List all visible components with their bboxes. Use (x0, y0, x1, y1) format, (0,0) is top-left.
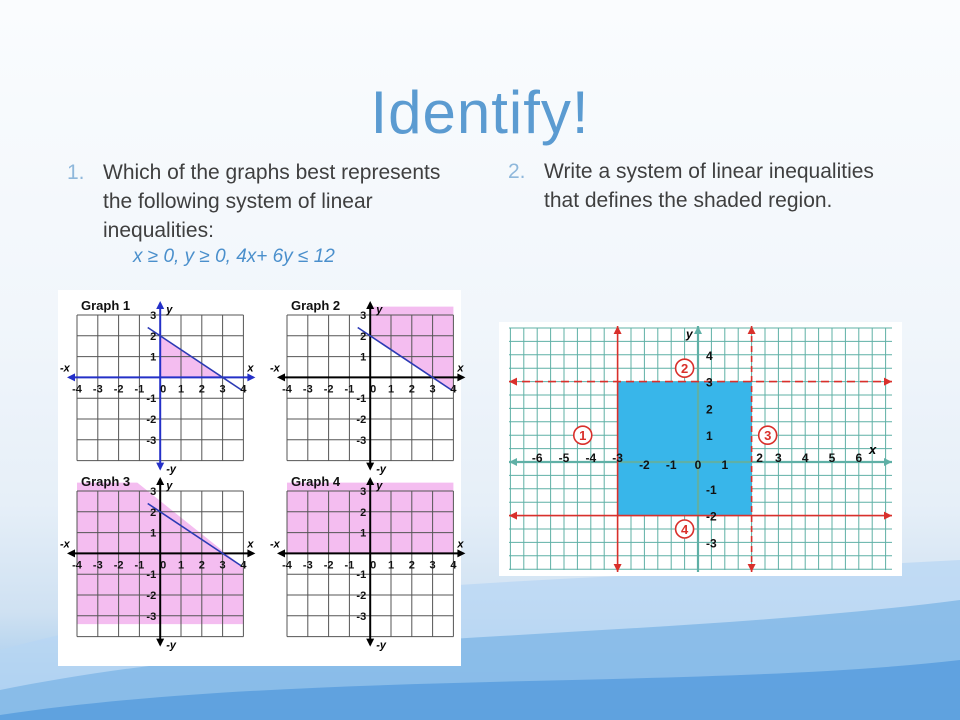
x-tick-label: 1 (387, 559, 395, 572)
x-tick-label: -4 (282, 383, 292, 396)
x-tick-label: 4 (450, 383, 457, 396)
four-graphs-figure (58, 290, 464, 666)
boundary-arrow (614, 326, 622, 334)
y-arrow-neg (156, 463, 164, 471)
x-axis-label: x (457, 538, 464, 551)
y-tick-label: -3 (356, 434, 367, 447)
x-tick-label: -3 (92, 559, 103, 572)
y-tick-label: 3 (360, 486, 367, 498)
x-tick-label: 3 (219, 559, 226, 572)
shaded-region-graph (499, 322, 902, 576)
y-tick-label: -2 (146, 590, 157, 602)
question-1-text: Which of the graphs best represents the following system of linear inequalities: (103, 161, 441, 242)
y-tick-label: -3 (706, 536, 717, 551)
marker-label-1: 1 (579, 428, 587, 444)
graph-1 (60, 298, 255, 476)
y-tick-label: 1 (360, 527, 367, 540)
x-tick-label: -6 (531, 451, 543, 465)
x-neg-axis-label: -x (60, 362, 70, 375)
y-tick-label: -1 (356, 569, 367, 582)
y-tick-label: -3 (146, 434, 157, 447)
x-axis-label: x (247, 362, 254, 375)
x-tick-label: 5 (828, 451, 836, 465)
y-arrow (366, 477, 374, 485)
x-tick-label: 2 (408, 559, 415, 572)
x-tick-label: -1 (344, 559, 355, 572)
x-tick-label: 0 (160, 383, 167, 396)
y-tick-label: -2 (706, 509, 717, 524)
inequality-system: x ≥ 0, y ≥ 0, 4x+ 6y ≤ 12 (133, 246, 335, 267)
x-tick-label: 2 (198, 559, 205, 572)
x-arrow-neg (277, 373, 285, 381)
y-tick-label: 1 (360, 351, 367, 364)
graph-4 (270, 474, 465, 652)
question-2-number: 2. (508, 160, 526, 183)
x-tick-label: 0 (370, 383, 377, 396)
y-tick-label: 3 (150, 310, 157, 322)
question-2-text: Write a system of linear inequalities that defines the shaded region. (544, 160, 874, 212)
x-tick-label: 0 (160, 559, 167, 572)
x-tick-label: -3 (92, 383, 103, 396)
graph-2 (270, 298, 465, 476)
y-tick-label: 2 (360, 330, 367, 343)
x-tick-label: -4 (72, 383, 82, 396)
y-tick-label: 1 (706, 429, 713, 444)
x-tick-label: 1 (721, 458, 729, 472)
shaded-region-panel (499, 322, 902, 576)
x-tick-label: -2 (113, 559, 124, 572)
graph-3 (60, 474, 255, 652)
graph-4-label: Graph 4 (291, 474, 341, 489)
x-arrow-neg (67, 373, 75, 381)
x-tick-label: -2 (323, 383, 334, 396)
x-axis-label: x (457, 362, 464, 375)
y-tick-label: 2 (360, 506, 367, 519)
y-tick-label: -3 (146, 610, 157, 623)
x-tick-label: -3 (612, 451, 623, 465)
x-tick-label: 1 (177, 559, 185, 572)
x-tick-label: -1 (134, 559, 145, 572)
x-tick-label: -3 (302, 559, 313, 572)
y-tick-label: -2 (356, 414, 367, 426)
x-arrow-neg (67, 549, 75, 557)
question-1-number: 1. (67, 161, 85, 184)
x-neg-axis-label: -x (270, 362, 280, 375)
x-tick-label: 2 (408, 383, 415, 396)
x-tick-label: -4 (72, 559, 82, 572)
boundary-arrow (614, 564, 622, 572)
y-axis-label: y (376, 304, 383, 316)
marker-label-3: 3 (764, 428, 772, 444)
y-arrow (156, 301, 164, 309)
shaded-region (618, 382, 752, 516)
y-tick-label: 1 (150, 527, 157, 540)
y-axis-label: y (166, 304, 173, 316)
y-arrow-neg (156, 639, 164, 647)
x-neg-axis-label: -x (60, 538, 70, 551)
x-axis-label: x (869, 442, 877, 457)
graph-3-label: Graph 3 (81, 474, 131, 489)
y-neg-axis-label: -y (166, 639, 176, 652)
x-tick-label: -2 (323, 559, 334, 572)
marker-label-4: 4 (680, 522, 689, 537)
y-tick-label: -3 (356, 610, 367, 623)
x-tick-label: 4 (801, 451, 809, 465)
y-tick-label: -1 (356, 393, 367, 406)
x-tick-label: 6 (855, 451, 863, 465)
y-tick-label: 1 (150, 351, 157, 364)
x-tick-label: -1 (134, 383, 145, 396)
y-tick-label: 3 (150, 486, 157, 498)
boundary-arrow (748, 326, 756, 334)
x-arrow (457, 373, 465, 381)
boundary-arrow (748, 564, 756, 572)
y-arrow-neg (366, 463, 374, 471)
x-tick-label: -3 (302, 383, 313, 396)
x-arrow-neg (277, 549, 285, 557)
y-arrow (156, 477, 164, 485)
x-tick-label: -2 (113, 383, 124, 396)
question-2 (508, 157, 874, 215)
y-tick-label: -2 (356, 590, 367, 602)
y-tick-label: 4 (706, 348, 713, 363)
x-tick-label: 0 (370, 559, 377, 572)
x-tick-label: 0 (694, 458, 702, 472)
y-axis-label: y (376, 480, 383, 492)
boundary-arrow (884, 512, 892, 520)
y-tick-label: -1 (706, 482, 717, 497)
x-tick-label: -2 (639, 458, 650, 472)
y-tick-label: -1 (146, 569, 157, 582)
y-arrow (366, 301, 374, 309)
x-tick-label: -4 (282, 559, 292, 572)
y-arrow (694, 326, 702, 334)
x-tick-label: 4 (240, 383, 247, 396)
x-arrow (247, 373, 255, 381)
y-tick-label: -2 (146, 414, 157, 426)
x-tick-label: 4 (240, 559, 247, 572)
x-tick-label: -1 (665, 458, 677, 472)
x-tick-label: 4 (450, 559, 457, 572)
x-tick-label: 1 (177, 383, 185, 396)
x-tick-label: -4 (585, 451, 597, 465)
y-tick-label: 2 (150, 330, 157, 343)
y-tick-label: 2 (706, 402, 713, 417)
marker-label-2: 2 (680, 361, 689, 377)
x-tick-label: 3 (429, 383, 436, 396)
x-tick-label: -1 (344, 383, 355, 396)
question-1 (67, 158, 463, 245)
boundary-arrow (884, 378, 892, 386)
y-neg-axis-label: -y (376, 463, 386, 476)
y-tick-label: 3 (706, 375, 713, 390)
x-tick-label: 2 (756, 451, 763, 465)
y-arrow-neg (366, 639, 374, 647)
y-tick-label: -1 (146, 393, 157, 406)
y-tick-label: 2 (150, 506, 157, 519)
graph-2-label: Graph 2 (291, 298, 341, 313)
y-axis-label: y (686, 327, 693, 341)
x-arrow (884, 458, 892, 466)
x-tick-label: 3 (775, 451, 782, 465)
y-neg-axis-label: -y (376, 639, 386, 652)
x-tick-label: 1 (387, 383, 395, 396)
x-tick-label: 2 (198, 383, 205, 396)
slide-title: Identify! (370, 79, 590, 146)
x-arrow (247, 549, 255, 557)
x-tick-label: -5 (558, 451, 570, 465)
x-neg-axis-label: -x (270, 538, 280, 551)
x-tick-label: 3 (429, 559, 436, 572)
y-tick-label: 3 (360, 310, 367, 322)
graph-1-label: Graph 1 (81, 298, 131, 313)
x-tick-label: 3 (219, 383, 226, 396)
x-axis-label: x (247, 538, 254, 551)
graphs-panel (58, 290, 464, 666)
y-axis-label: y (166, 480, 173, 492)
y-neg-axis-label: -y (166, 463, 176, 476)
